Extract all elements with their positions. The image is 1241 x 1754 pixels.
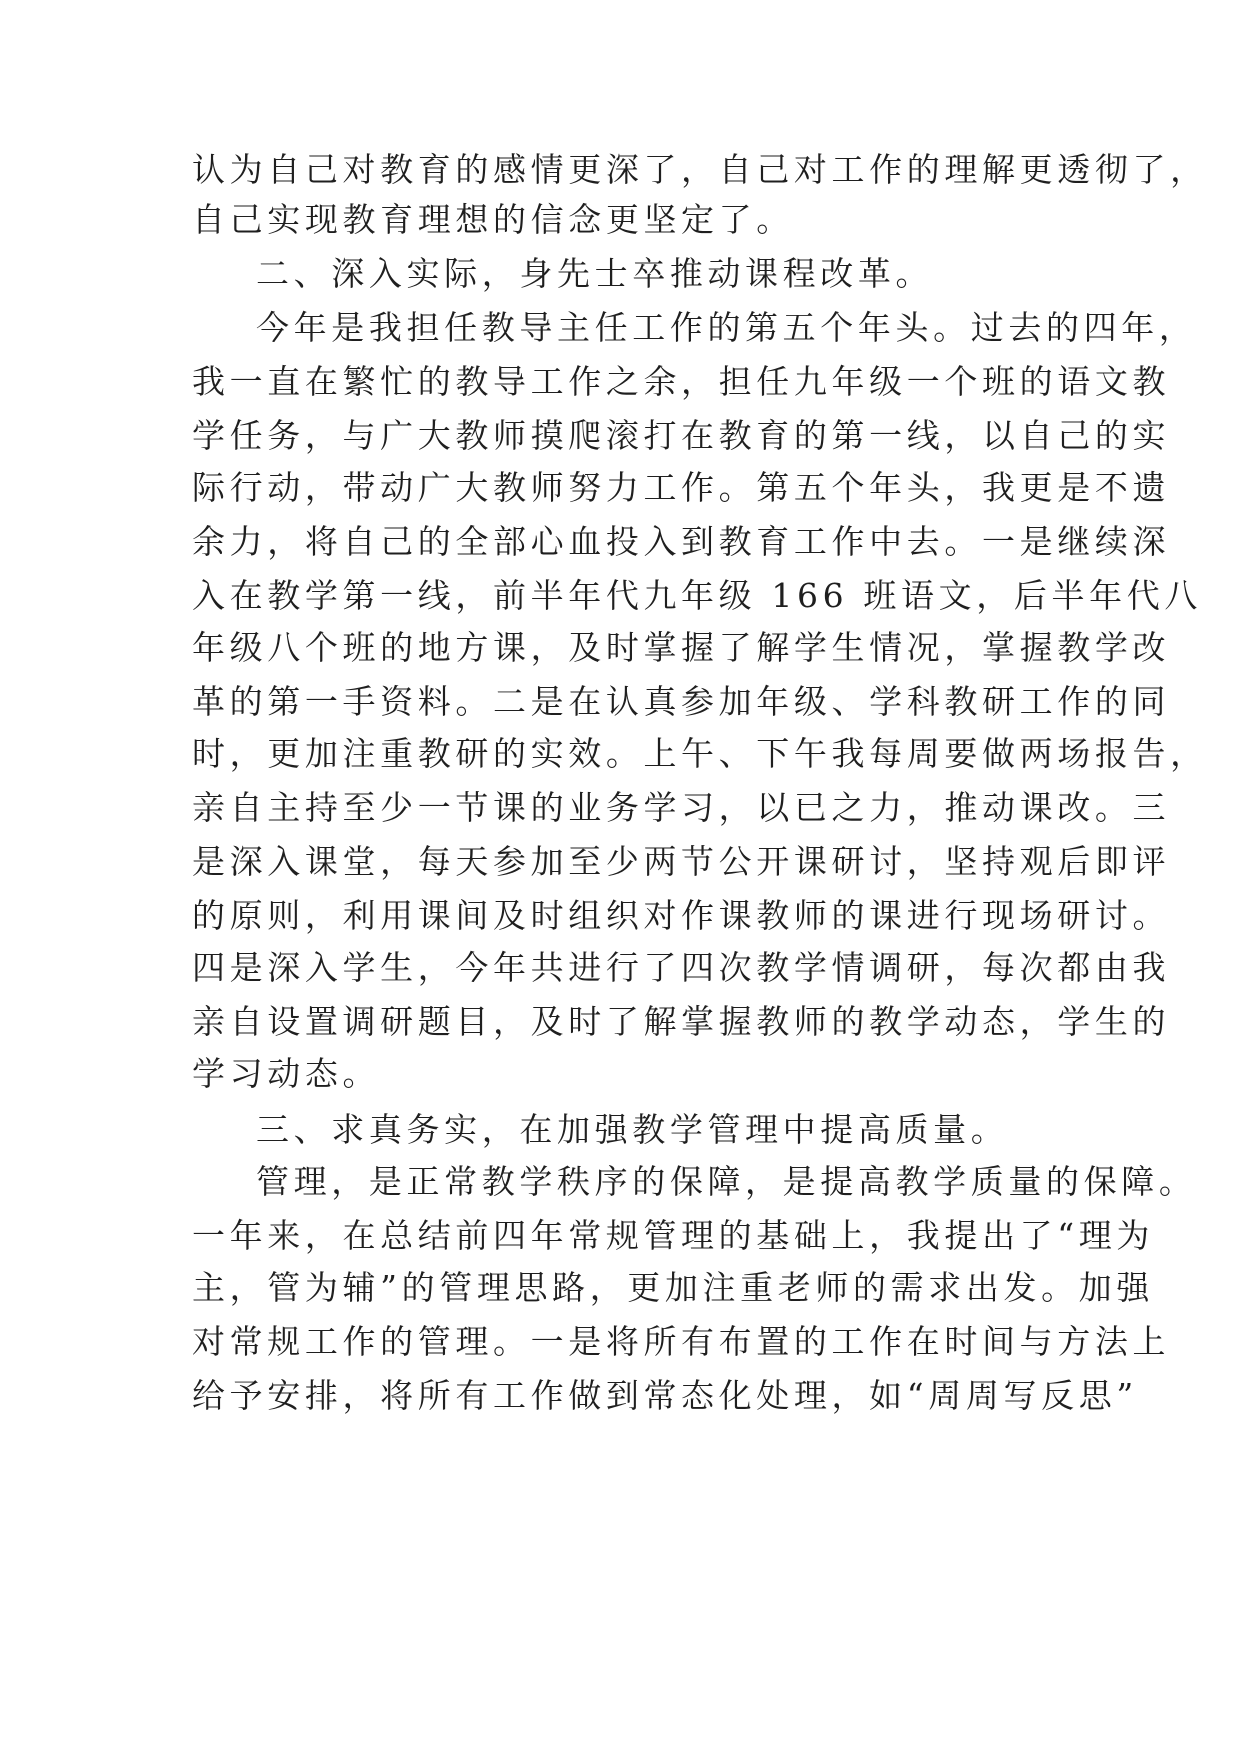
- text-line-21: 一年来，在总结前四年常规管理的基础上，我提出了“理为: [192, 1216, 1154, 1255]
- text-line-8: 余力，将自己的全部心血投入到教育工作中去。一是继续深: [192, 522, 1171, 561]
- text-line-22: 主，管为辅”的管理思路，更加注重老师的需求出发。加强: [192, 1268, 1154, 1307]
- text-line-16: 四是深入学生，今年共进行了四次教学情调研，每次都由我: [192, 948, 1171, 987]
- text-line-23: 对常规工作的管理。一是将所有布置的工作在时间与方法上: [192, 1322, 1171, 1361]
- section-heading-3: 三、求真务实，在加强教学管理中提高质量。: [256, 1110, 1009, 1149]
- text-line-17: 亲自设置调研题目，及时了解掌握教师的教学动态，学生的: [192, 1002, 1171, 1041]
- text-line-20: 管理，是正常教学秩序的保障，是提高教学质量的保障。: [256, 1162, 1197, 1201]
- text-line-2: 自己实现教育理想的信念更坚定了。: [192, 200, 794, 239]
- text-line-15: 的原则，利用课间及时组织对作课教师的课进行现场研讨。: [192, 896, 1171, 935]
- text-line-10: 年级八个班的地方课，及时掌握了解学生情况，掌握教学改: [192, 628, 1171, 667]
- text-line-9: 入在教学第一线，前半年代九年级 166 班语文，后半年代八: [192, 576, 1202, 615]
- text-line-7: 际行动，带动广大教师努力工作。第五个年头，我更是不遗: [192, 468, 1171, 507]
- section-heading-2: 二、深入实际，身先士卒推动课程改革。: [256, 254, 934, 293]
- text-line-1: 认为自己对教育的感情更深了，自己对工作的理解更透彻了，: [192, 150, 1208, 189]
- text-line-6: 学任务，与广大教师摸爬滚打在教育的第一线，以自己的实: [192, 416, 1171, 455]
- text-line-13: 亲自主持至少一节课的业务学习，以已之力，推动课改。三: [192, 788, 1171, 827]
- text-line-14: 是深入课堂，每天参加至少两节公开课研讨，坚持观后即评: [192, 842, 1171, 881]
- text-line-24: 给予安排，将所有工作做到常态化处理，如“周周写反思”: [192, 1376, 1138, 1415]
- text-line-5: 我一直在繁忙的教导工作之余，担任九年级一个班的语文教: [192, 362, 1171, 401]
- text-line-11: 革的第一手资料。二是在认真参加年级、学科教研工作的同: [192, 682, 1171, 721]
- text-line-4: 今年是我担任教导主任工作的第五个年头。过去的四年，: [256, 308, 1197, 347]
- text-line-18: 学习动态。: [192, 1054, 381, 1093]
- text-line-12: 时，更加注重教研的实效。上午、下午我每周要做两场报告，: [192, 734, 1208, 773]
